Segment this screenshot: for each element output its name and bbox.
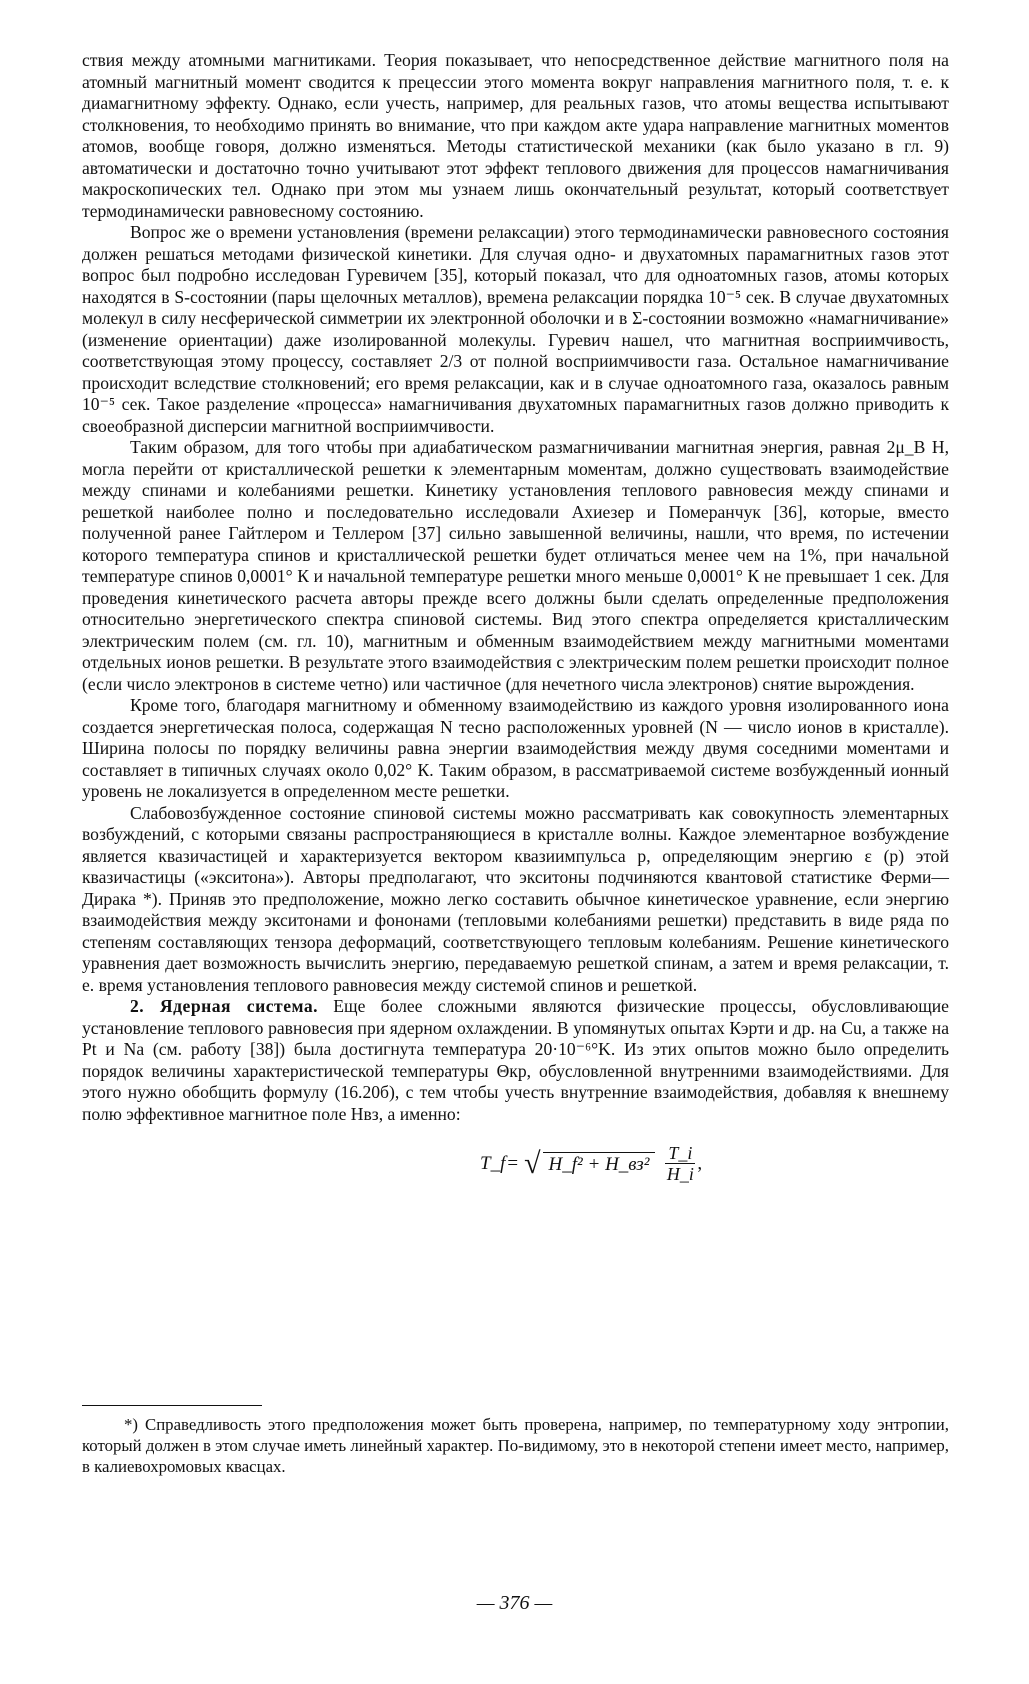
body-text <box>82 50 949 1125</box>
footnote-text: *) Справедливость этого предположения может быть проверена, например, по температурному ходу энтропии, который должен в этом случае иметь линейный характер. По-видимому, это в некоторой степени имеет место, например, в калиевохромовых квасцах. <box>82 1415 949 1476</box>
formula-denominator: H_i <box>666 1164 694 1184</box>
formula <box>82 1131 949 1191</box>
formula-numerator: T_i <box>665 1143 695 1164</box>
paragraph-1: ствия между атомными магнитиками. Теория показывает, что непосредственное действие магнитного поля на атомный магнитный момент сводится к прецессии этого момента вокруг направления магнитного поля, т. е. к диамагнитному эффекту. Однако, если учесть, например, для реальных газов, что атомы вещества испытывают столкновения, то необходимо принять во внимание, что при каждом акте удара направление магнитных моментов атомов, вообще говоря, должно изменяться. Методы статистической механики (как было указано в гл. 9) автоматически и достаточно точно учитывают этот эффект теплового движения для процессов намагничивания макроскопических тел. Однако при этом мы узнаем лишь окончательный результат, который соответствует термодинамически равновесному состоянию. <box>82 50 949 221</box>
formula-trail: , <box>697 1152 703 1174</box>
section-text: Еще более сложными являются физические процессы, обусловливающие установление теплового равновесия при ядерном охлаждении. В упомянутых опытах Кэрти и др. на Cu, а также на Pt и Na (см. работу [38]) была достигнута температура 20·10⁻⁶°K. Из этих опытов можно было определить порядок величины характеристической температуры Θкр, обусловленной внутренними взаимодействиями. Для этого нужно обобщить формулу (16.20б), с тем чтобы учесть внутренние взаимодействия, добавляя к внешнему полю эффективное магнитное поле Hвз, а именно: <box>82 996 949 1124</box>
formula-radicand: H_f² + H_вз² <box>543 1152 656 1176</box>
formula-lhs: T_f <box>480 1152 506 1174</box>
sqrt-icon: √ <box>524 1146 541 1180</box>
paragraph-4: Кроме того, благодаря магнитному и обменному взаимодействию из каждого уровня изолированного иона создается энергетическая полоса, содержащая N тесно расположенных уровней (N — число ионов в кристалле). Ширина полосы по порядку величины равна энергии взаимодействия между двумя соседними моментами и составляет в типичных случаях около 0,02° К. Таким образом, в рассматриваемой системе возбужденный ионный уровень не локализуется в определенном месте решетки. <box>82 695 949 801</box>
section-heading: 2. Ядерная система. <box>130 996 319 1016</box>
paragraph-5: Слабовозбужденное состояние спиновой системы можно рассматривать как совокупность элементарных возбуждений, с которыми связаны распространяющиеся в кристалле волны. Каждое элементарное возбуждение является квазичастицей и характеризуется вектором квазиимпульса p, определяющим энергию ε (p) этой квазичастицы («экситона»). Авторы предполагают, что экситоны подчиняются квантовой статистике Ферми—Дирака *). Приняв это предположение, можно легко составить обычное кинетическое уравнение, если энергию взаимодействия между экситонами и фононами (тепловыми колебаниями решетки) представить в виде ряда по степеням составляющих тензора деформаций, соответствующего тепловым колебаниям. Решение кинетического уравнения дает возможность вычислить энергию, передаваемую решеткой спинам, а затем и время релаксации, т. е. время установления теплового равновесия между системой спинов и решеткой. <box>82 802 949 995</box>
formula-equals: = <box>507 1152 519 1174</box>
footnote-divider <box>82 1405 262 1406</box>
formula-fraction <box>665 1143 695 1184</box>
paragraph-3: Таким образом, для того чтобы при адиабатическом размагничивании магнитная энергия, равная 2μ_B H, могла перейти от кристаллической решетки к элементарным моментам, должно существовать взаимодействие между спинами и колебаниями решетки. Кинетику установления теплового равновесия между спинами и решеткой наиболее полно и последовательно исследовали Ахиезер и Померанчук [36], которые, вместо полученной ранее Гайтлером и Теллером [37] сильно завышенной величины, нашли, что время, по истечении которого температура спинов и кристаллической решетки будет отличаться менее чем на 1%, при начальной температуре спинов 0,0001° К и начальной температуре решетки много меньше 0,0001° К не превышает 1 сек. Для проведения кинетического расчета авторы прежде всего должны были сделать определенные предположения относительно энергетического спектра спиновой системы. Вид этого спектра определяется кристаллическим электрическим полем (см. гл. 10), магнитным и обменным взаимодействием между магнитными моментами отдельных ионов решетки. В результате этого взаимодействия с электрическим полем решетки происходит полное (если число электронов в системе четно) или частичное (для нечетного числа электронов) снятие вырождения. <box>82 437 949 694</box>
paragraph-2: Вопрос же о времени установления (времени релаксации) этого термодинамически равновесного состояния должен решаться методами физической кинетики. Для случая одно- и двухатомных парамагнитных газов этот вопрос был подробно исследован Гуревичем [35], который показал, что для одноатомных газов, атомы которых находятся в S-состоянии (пары щелочных металлов), времена релаксации порядка 10⁻⁵ сек. В случае двухатомных молекул в силу несферической симметрии их электронной оболочки и в Σ-состоянии возможно «намагничивание» (изменение ориентации) даже изолированной молекулы. Гуревич нашел, что магнитная восприимчивость, соответствующая этому процессу, составляет 2/3 от полной восприимчивости газа. Остальное намагничивание происходит вследствие столкновений; его время релаксации, как и в случае одноатомного газа, оказалось равным 10⁻⁵ сек. Такое разделение «процесса» намагничивания двухатомных парамагнитных газов должно приводить к своеобразной дисперсии магнитной восприимчивости. <box>82 222 949 436</box>
footnote <box>82 1414 949 1477</box>
paragraph-6 <box>82 996 949 1125</box>
page-number: — 376 — <box>476 1592 553 1614</box>
